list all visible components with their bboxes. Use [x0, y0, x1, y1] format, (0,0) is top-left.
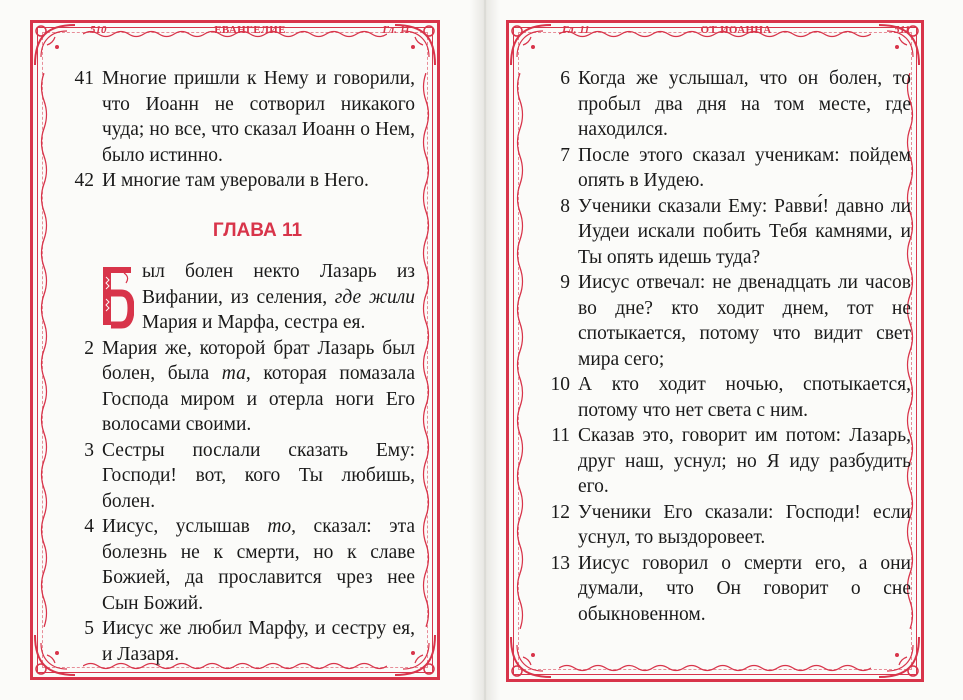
verse-text-part: Иисус, услышав — [102, 516, 268, 537]
verse-number: 13 — [550, 552, 570, 574]
verse — [70, 438, 415, 515]
running-title: ОТ ИОАННА — [700, 24, 772, 36]
verse-text — [102, 514, 415, 616]
verse-text-part: Мария и Марфа, сестра ея. — [142, 312, 366, 333]
verse-number: 3 — [84, 439, 94, 461]
verse — [70, 336, 415, 438]
right-running-header — [562, 24, 910, 44]
verse-text-part: Мария же, которой брат Лазарь был болен, была — [102, 337, 415, 384]
verse-number: 9 — [560, 272, 570, 293]
verse-text: Ученики Его сказали: Господи! если уснул, то выздоровеет. — [578, 501, 911, 548]
verse-text: Сестры послали сказать Ему: Господи! вот, кого Ты любишь, болен. — [102, 439, 415, 512]
verse-number: 5 — [84, 618, 94, 639]
verse-text — [102, 259, 415, 336]
verse-text: Иисус отвечал: не двенадцать ли часов во дне? кто ходит днем, тот не спотыкается, потому что видит свет мира сего; — [578, 272, 911, 370]
chapter-heading: ГЛАВА 11 — [212, 219, 303, 241]
verse-number: 6 — [560, 68, 570, 89]
verse-text-italic: та — [221, 363, 246, 384]
verse-text: И многие там уверовали в Него. — [102, 170, 369, 191]
verse — [70, 616, 415, 667]
right-page-text — [546, 66, 911, 627]
right-page — [486, 0, 963, 700]
corner-ornament-icon — [27, 17, 83, 73]
corner-ornament-icon — [503, 17, 559, 73]
verse — [70, 514, 415, 616]
verse-text: Иисус же любил Марфу, и сестру ея, и Лазаря. — [102, 618, 415, 665]
verse-number: 4 — [84, 516, 94, 537]
page-number: 510 — [90, 24, 107, 36]
verse — [546, 143, 911, 194]
verse-number: 11 — [551, 425, 570, 446]
verse-number: 2 — [84, 337, 94, 359]
verse-text: После этого сказал ученикам: пойдем опять в Иудею. — [578, 144, 911, 191]
verse-text-part: ыл болен некто Лазарь из Вифании, из селения, — [142, 261, 415, 308]
verse — [546, 551, 911, 628]
verse-text-part: , сказал: эта болезнь не к смерти, но к славе Божией, да прославится чрез нее Сын Божий. — [102, 516, 416, 614]
frame-vine-bottom — [559, 663, 871, 673]
drop-cap-letter-icon — [100, 263, 134, 329]
verse — [546, 194, 911, 271]
verse-number: 12 — [550, 501, 570, 523]
frame-vine-left — [515, 73, 525, 629]
running-title: ЕВАНГЕЛИЕ — [214, 24, 286, 36]
verse — [546, 500, 911, 551]
verse-number: 10 — [550, 374, 570, 395]
verse — [546, 372, 911, 423]
verse-text — [102, 336, 415, 438]
verse-number: 8 — [560, 195, 570, 217]
left-running-header — [90, 24, 410, 44]
verse-number: 42 — [74, 170, 94, 191]
verse — [70, 168, 415, 194]
left-page-text — [70, 66, 415, 667]
page-number: 511 — [894, 24, 910, 36]
verse-text-italic: то — [267, 516, 292, 537]
first-verse — [70, 259, 415, 336]
verse-text-part: , которая помазала Господа миром и отерла ноги Его волосами своими. — [102, 363, 415, 435]
chapter-reference: Гл. 11 — [382, 24, 410, 36]
verse — [546, 66, 911, 143]
verse-number: 41 — [74, 68, 94, 89]
verse-text-italic: где жили — [334, 286, 415, 308]
verse-text: А кто ходит ночью, спотыкается, потому что нет света с ним. — [578, 374, 911, 421]
verse — [546, 423, 911, 500]
verse-text: Когда же услышал, что он болен, то пробыл два дня на том месте, где находился. — [578, 68, 911, 140]
verse-number: 7 — [560, 144, 570, 166]
corner-ornament-icon — [871, 629, 927, 685]
frame-vine-right — [421, 73, 431, 627]
corner-ornament-icon — [503, 629, 559, 685]
frame-vine-left — [39, 73, 49, 627]
verse-text: Ученики сказали Ему: Равви́! давно ли Иудеи искали побить Тебя камнями, и Ты опять идешь туда? — [578, 195, 911, 268]
verse — [546, 270, 911, 372]
verse-text: Иисус говорил о смерти его, а они думали, что Он говорит о сне обыкновенном. — [578, 552, 911, 625]
verse-text: Многие пришли к Нему и говорили, что Иоанн не сотворил никакого чуда; но все, что сказал Иоанн о Нем, было истинно. — [102, 68, 415, 166]
verse-text: Сказав это, говорит им потом: Лазарь, друг наш, уснул; но Я иду разбудить его. — [578, 425, 911, 497]
chapter-reference: Гл. 11 — [562, 24, 590, 36]
verse — [70, 66, 415, 168]
